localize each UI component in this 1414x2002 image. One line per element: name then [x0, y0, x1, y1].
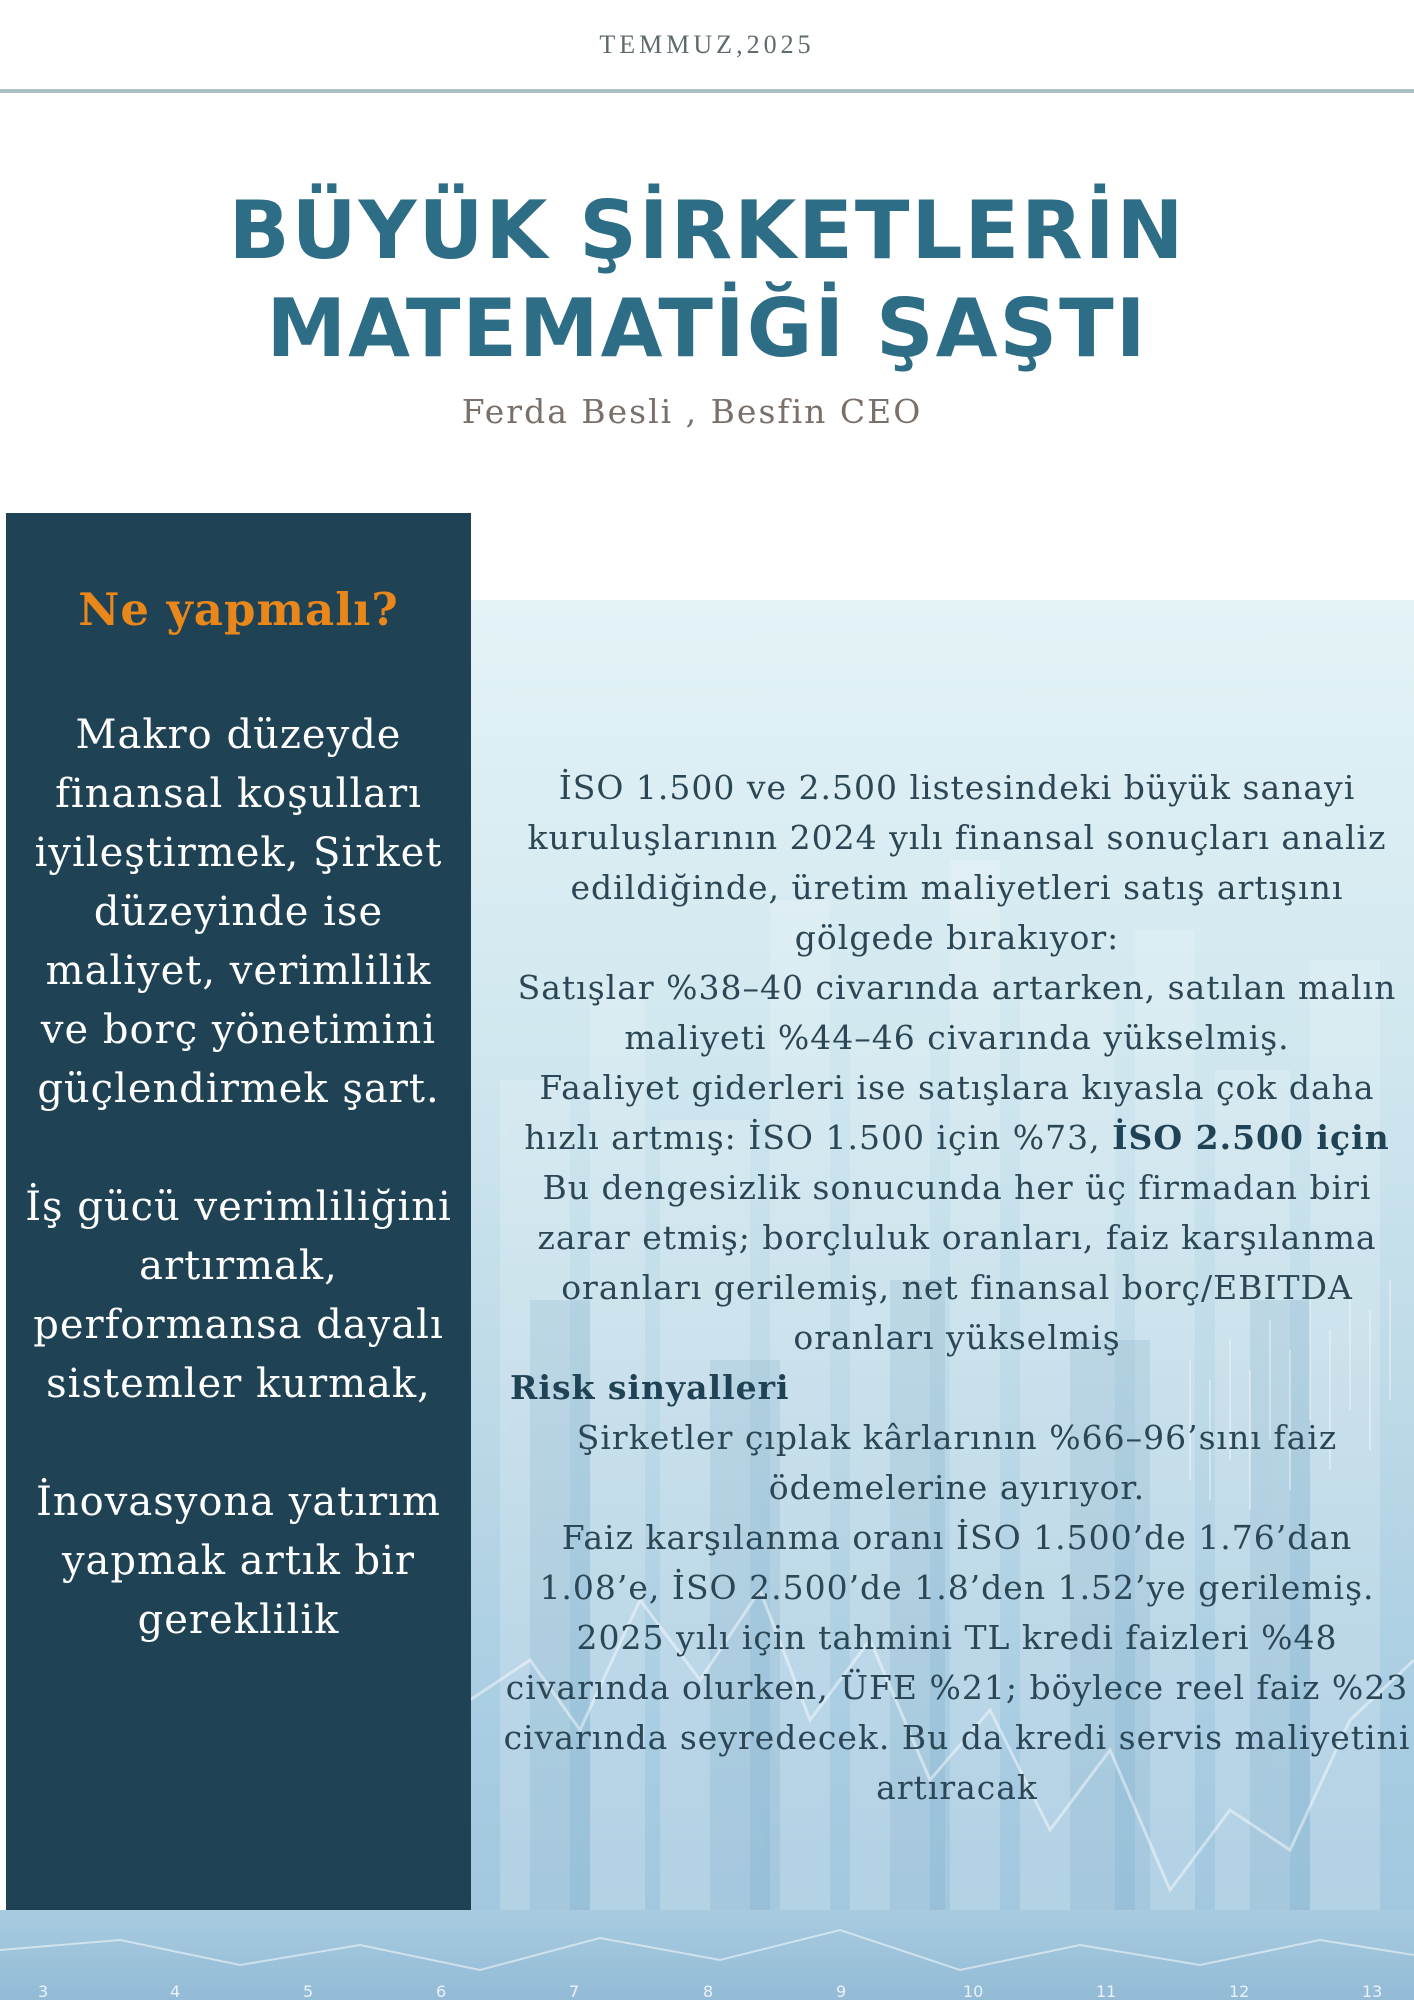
axis-tick-label: 3 — [38, 1982, 49, 2001]
issue-date: TEMMUZ,2025 — [599, 30, 815, 59]
axis-tick-label: 7 — [569, 1982, 580, 2001]
title-line-2: MATEMATİĞİ ŞAŞTI — [266, 282, 1148, 375]
article-intro: İSO 1.500 ve 2.500 listesindeki büyük sanayi kuruluşlarının 2024 yılı finansal sonuçları analiz edildiğinde, üretim maliyetleri satış artışını gölgede bırakıyor: — [527, 768, 1387, 957]
axis-tick-label: 6 — [436, 1982, 447, 2001]
author-byline: Ferda Besli , Besfin CEO — [461, 392, 923, 431]
article-sales: Satışlar %38–40 civarında artarken, satılan malın maliyeti %44–46 civarında yükselmiş. — [517, 968, 1397, 1057]
sidebar-box — [6, 513, 471, 1910]
sidebar-paragraph: Makro düzeyde finansal koşulları iyileştirmek, Şirket düzeyinde ise maliyet, verimlilik ve borç yönetimini güçlendirmek şart. — [34, 712, 443, 1112]
sidebar-paragraph: İş gücü verimliliğini artırmak, performansa dayalı sistemler kurmak, — [25, 1184, 452, 1407]
risk-item: Faiz karşılanma oranı İSO 1.500’de 1.76’dan 1.08’e, İSO 2.500’de 1.8’den 1.52’ye gerilemiş. — [539, 1518, 1375, 1607]
axis-tick-label: 8 — [703, 1982, 714, 2001]
sidebar-title: Ne yapmalı? — [78, 583, 399, 636]
header-rule — [0, 89, 1414, 93]
article-opex-text: Faaliyet giderleri ise satışlara kıyasla çok daha hızlı artmış: İSO 1.500 için %73, — [524, 1068, 1375, 1157]
axis-tick-label: 10 — [963, 1982, 984, 2001]
axis-tick-label: 5 — [303, 1982, 314, 2001]
title-line-1: BÜYÜK ŞİRKETLERİN — [228, 184, 1186, 277]
axis-tick-label: 13 — [1362, 1982, 1383, 2001]
article-title — [0, 182, 1414, 378]
background-axis-labels — [0, 1982, 1414, 2002]
article-opex-bold: İSO 2.500 için — [1112, 1118, 1390, 1157]
sidebar-text — [16, 706, 461, 1709]
sidebar-paragraph: İnovasyona yatırım yapmak artık bir gereklilik — [36, 1479, 441, 1643]
axis-tick-label: 11 — [1096, 1982, 1117, 2001]
axis-tick-label: 12 — [1229, 1982, 1250, 2001]
axis-tick-label: 4 — [170, 1982, 181, 2001]
article-body — [500, 763, 1414, 1813]
axis-tick-label: 9 — [836, 1982, 847, 2001]
risk-item: 2025 yılı için tahmini TL kredi faizleri %48 civarında olurken, ÜFE %21; böylece reel faiz %23 civarında seyredecek. Bu da kredi servis maliyetini artıracak — [503, 1618, 1411, 1807]
article-opex — [500, 1063, 1414, 1163]
risk-heading: Risk sinyalleri — [510, 1368, 790, 1407]
article-imbalance: Bu dengesizlik sonucunda her üç firmadan biri zarar etmiş; borçluluk oranları, faiz karşılanma oranları gerilemiş, net finansal borç/EBITDA oranları yükselmiş — [537, 1168, 1377, 1357]
risk-item: Şirketler çıplak kârlarının %66–96’sını faiz ödemelerine ayırıyor. — [576, 1418, 1338, 1507]
